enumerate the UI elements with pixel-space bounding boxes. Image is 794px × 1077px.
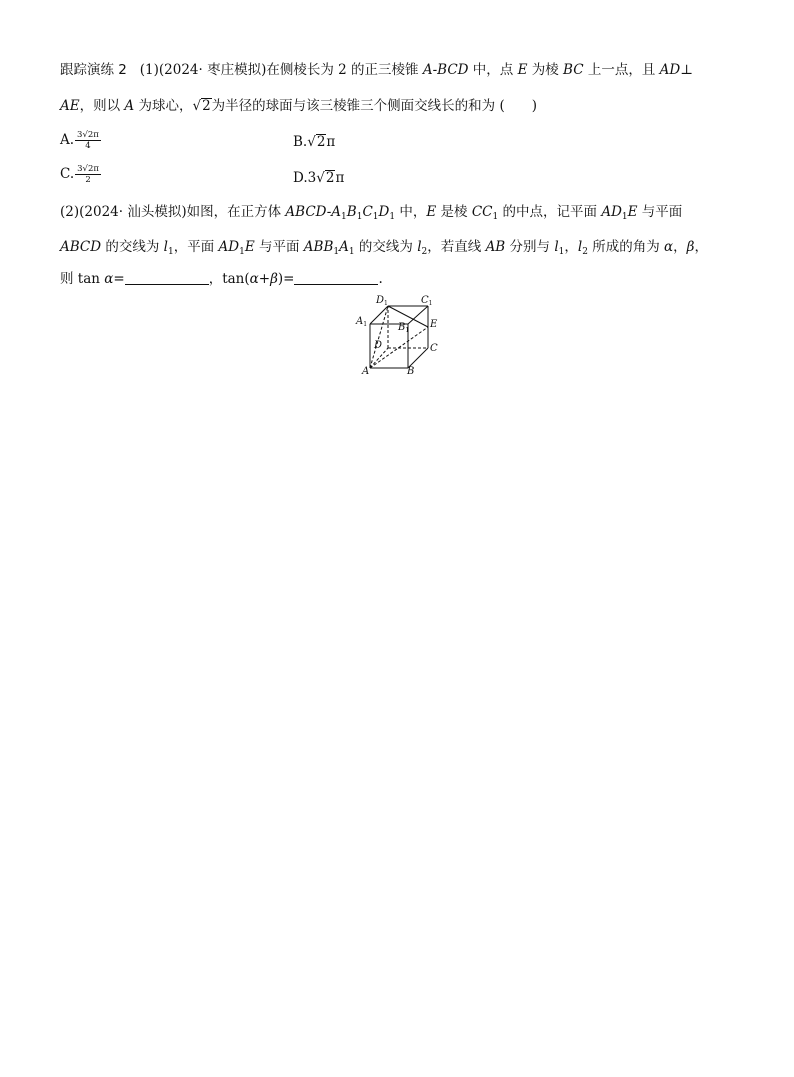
q1-number: (1) bbox=[139, 62, 159, 78]
q2-line-1: (2)(2024· 汕头模拟)如图，在正方体 ABCD-$A_1B_1C_1D_1$ 中，E 是棱 $CC_1$ 的中点，记平面 $AD_1E$ 与平面 bbox=[60, 204, 683, 222]
answer-blank-tan-alpha[interactable] bbox=[125, 270, 209, 285]
q2-source: (2024· 汕头模拟) bbox=[79, 204, 187, 220]
option-a-fraction: $\frac{3√2\pi}{4}$ bbox=[77, 130, 99, 151]
option-d[interactable]: D.3√2π bbox=[293, 170, 345, 186]
q2-line-2: ABCD 的交线为 $l_1$，平面 $AD_1E$ 与平面 $ABB_1A_1$ 的交线为 $l_2$，若直线 AB 分别与 $l_1$，$l_2$ 所成的角为 α，β， bbox=[60, 239, 708, 257]
q1-source: (2024· 枣庄模拟) bbox=[158, 62, 267, 78]
option-c[interactable]: C. $\frac{3√2\pi}{2}$ bbox=[60, 164, 99, 185]
label-D1: $D_1$ bbox=[376, 295, 388, 307]
option-c-fraction: $\frac{3√2\pi}{2}$ bbox=[77, 164, 99, 185]
option-b[interactable]: B.√2π bbox=[293, 134, 336, 150]
q2-number: (2) bbox=[60, 204, 80, 220]
label-D: D bbox=[374, 340, 383, 351]
label-C1: $C_1$ bbox=[421, 295, 433, 307]
q2-line-3: 则 tan α= ，tan(α+β)= . bbox=[60, 271, 383, 287]
label-B1: $B_1$ bbox=[398, 322, 410, 334]
label-A1: $A_1$ bbox=[356, 316, 368, 328]
q1-line-1: 跟踪演练 2 (1)(2024· 枣庄模拟)在侧棱长为 2 的正三棱锥 A-BCD 中，点 E 为棱 BC 上一点，且 AD⊥ bbox=[60, 62, 693, 78]
label-B: B bbox=[407, 366, 415, 376]
sqrt-2-radius: √2 bbox=[192, 98, 211, 114]
answer-blank-tan-alpha-plus-beta[interactable] bbox=[294, 270, 378, 285]
label-C: C bbox=[430, 343, 438, 354]
option-a[interactable]: A. $\frac{3√2\pi}{4}$ bbox=[60, 130, 99, 151]
edge-CB bbox=[408, 348, 428, 368]
q1-line-2: AE，则以 A 为球心，√2为半径的球面与该三棱锥三个侧面交线长的和为 ( ) bbox=[60, 98, 537, 114]
label-E: E bbox=[430, 319, 438, 330]
exercise-label: 跟踪演练 2 bbox=[60, 62, 127, 78]
cube-figure bbox=[350, 292, 450, 376]
label-A: A bbox=[362, 366, 370, 376]
